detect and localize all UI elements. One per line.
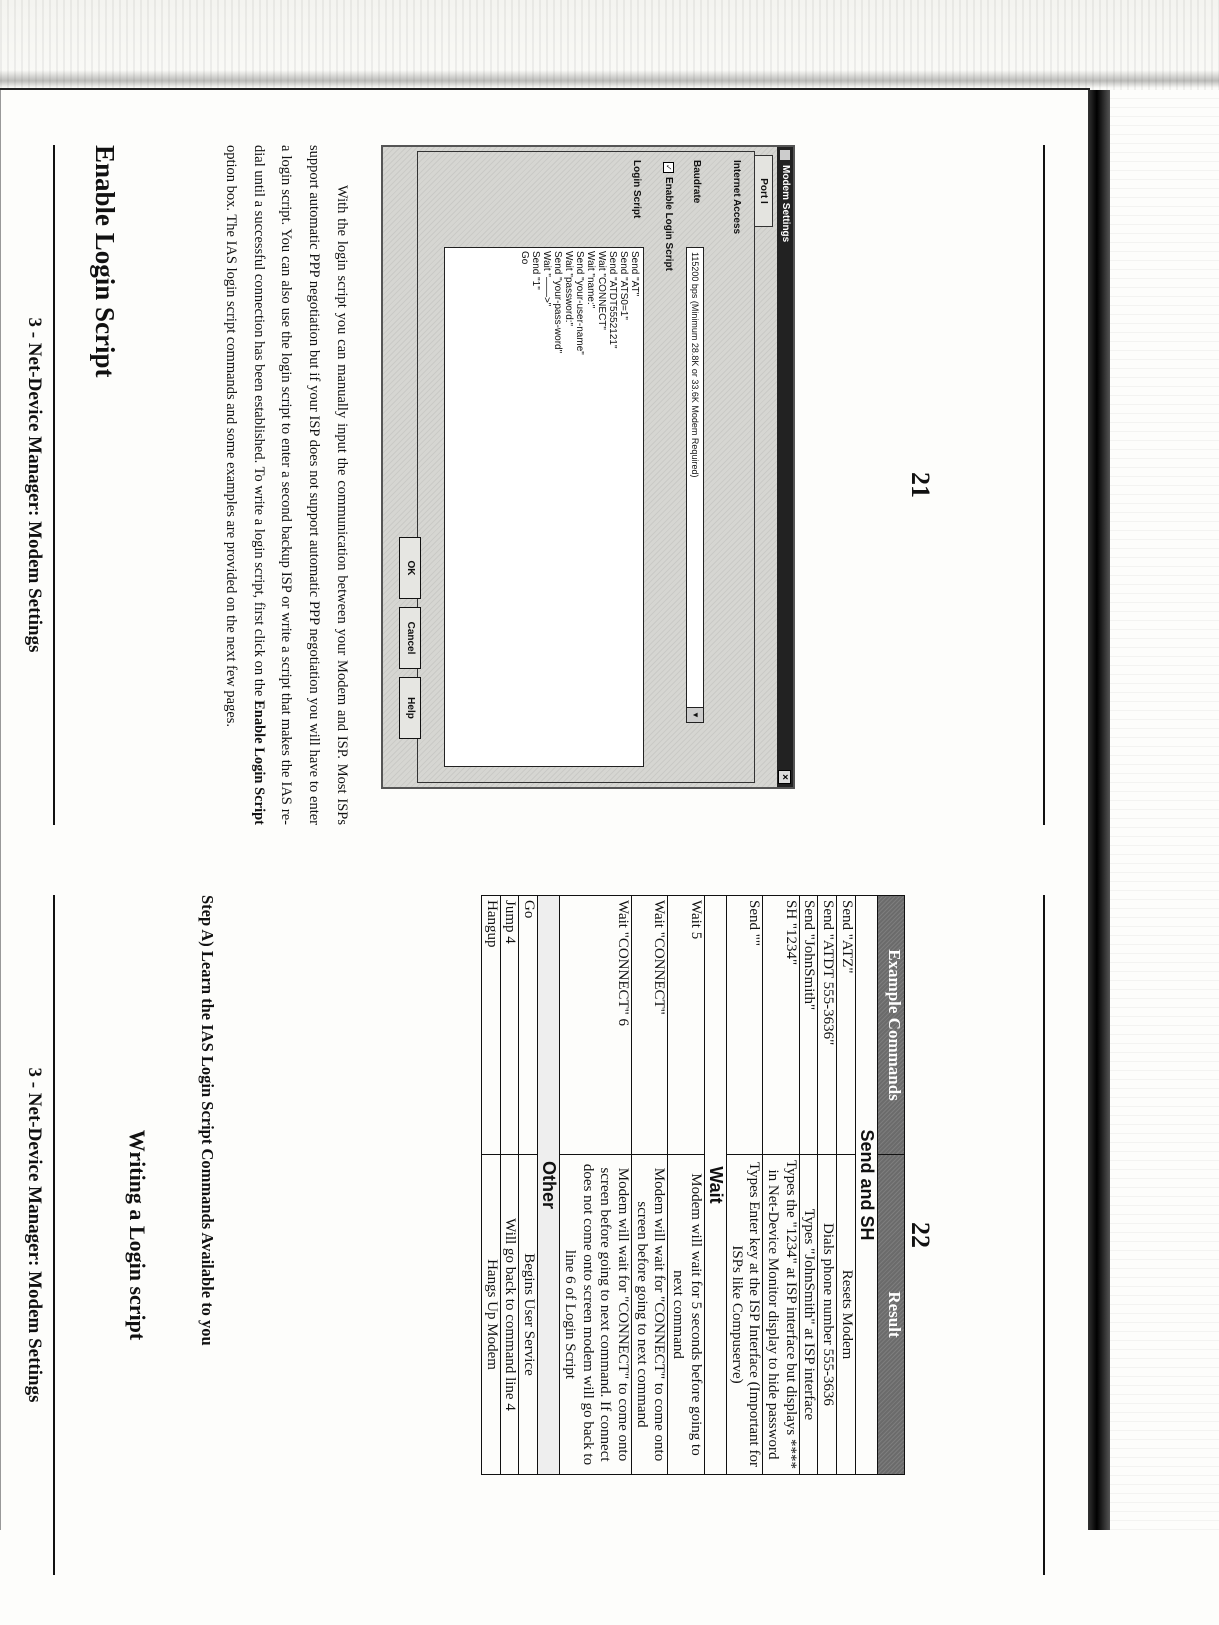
footer-rule (1043, 145, 1045, 825)
ok-button[interactable]: OK (399, 537, 421, 599)
command-cell: Send "ATZ" (837, 896, 856, 1155)
group-label: Wait (704, 896, 726, 1475)
column-header-commands: Example Commands (878, 896, 905, 1155)
script-line: Wait "CONNECT" (596, 251, 607, 330)
scan-noise-right (1110, 90, 1219, 1530)
checkbox-box[interactable]: ✓ (663, 162, 674, 173)
page-edge (0, 88, 1090, 90)
result-cell: Types the "1234" at ISP interface but displays **** in Net-Device Monitor display to hide password (763, 1155, 799, 1475)
result-cell: Modem will wait for "CONNECT" to come onto screen before going to next command. If connect does not come onto screen modem will go back to line 6 of Login Script (560, 1155, 632, 1475)
table-row (500, 896, 519, 1475)
right-page (5, 895, 1085, 1575)
command-cell: SH "1234" (763, 896, 799, 1155)
paragraph-part2: option box. The IAS login script commands and some examples are provided on the next few pages. (222, 145, 239, 728)
script-line: Send "your-user-name" (574, 251, 585, 355)
table-row (668, 896, 704, 1475)
left-margin (0, 90, 1, 1530)
group-row (704, 896, 726, 1475)
section-title: Enable Login Script (90, 145, 120, 378)
result-cell: Dials phone number 555-3636 (818, 1155, 837, 1475)
scan-noise-top (0, 0, 1219, 90)
script-line: Send "your-pass-word" (552, 251, 563, 354)
script-line: Go (519, 251, 530, 265)
running-head: 3 - Net-Device Manager: Modem Settings (24, 1067, 45, 1403)
script-line: Send "AT" (629, 251, 640, 297)
body-paragraph (216, 145, 355, 825)
result-cell: Begins User Service (519, 1155, 538, 1475)
result-cell: Resets Modem (837, 1155, 856, 1475)
result-cell: Modem will wait for "CONNECT" to come onto screen before going to next command (631, 1155, 667, 1475)
script-line: Wait "——>" (541, 251, 552, 307)
script-line: Wait "password:" (563, 251, 574, 327)
script-line: Send "1" (530, 251, 541, 290)
table-row (837, 896, 856, 1475)
result-cell: Modem will wait for 5 seconds before going to next command (668, 1155, 704, 1475)
result-cell: Will go back to command line 4 (500, 1155, 519, 1475)
script-line: Send "ATDT5552121" (607, 251, 618, 349)
table-row (763, 896, 799, 1475)
command-cell: Send "ATDT 555-3636" (818, 896, 837, 1155)
result-cell: Types "JohnSmith" at ISP interface (799, 1155, 818, 1475)
header-rule (53, 145, 55, 825)
command-cell: Hangup (481, 896, 500, 1155)
chevron-down-icon[interactable]: ▼ (687, 707, 703, 722)
table-row (560, 896, 632, 1475)
commands-table (481, 895, 905, 1475)
app-icon (780, 150, 790, 160)
result-cell: Types Enter key at the ISP Interface (Important for ISPs like Compuserve) (726, 1155, 762, 1475)
table-row (631, 896, 667, 1475)
page-number: 22 (906, 1222, 935, 1248)
group-label: Send and SH (855, 896, 877, 1475)
command-cell: Wait "CONNECT" 6 (560, 896, 632, 1155)
header-rule (53, 895, 55, 1575)
footer-rule (1043, 895, 1045, 1575)
paragraph-bold: Enable Login Script (250, 700, 267, 825)
enable-login-script-checkbox[interactable] (663, 162, 674, 271)
running-head: 3 - Net-Device Manager: Modem Settings (24, 317, 45, 653)
page-number: 21 (906, 472, 935, 498)
table-row (799, 896, 818, 1475)
command-cell: Send "JohnSmith" (799, 896, 818, 1155)
group-label: Other (537, 896, 559, 1475)
rotated-spread (5, 95, 1085, 1625)
left-page (5, 145, 1085, 825)
command-cell: Wait 5 (668, 896, 704, 1155)
baudrate-label: Baudrate (691, 160, 702, 204)
dialog-titlebar (777, 147, 793, 787)
close-icon[interactable]: × (778, 770, 791, 784)
book-binding-shadow (1088, 90, 1110, 1530)
tab-port[interactable]: Port I (754, 155, 773, 227)
table-header-row (878, 896, 905, 1475)
table-row (481, 896, 500, 1475)
column-header-result: Result (878, 1155, 905, 1475)
script-line: Send "ATS0=1" (618, 251, 629, 320)
result-cell: Hangs Up Modem (481, 1155, 500, 1475)
command-cell: Wait "CONNECT" (631, 896, 667, 1155)
help-button[interactable]: Help (399, 677, 421, 739)
command-cell: Jump 4 (500, 896, 519, 1155)
enable-login-script-label: Enable Login Script (662, 177, 674, 271)
login-script-label: Login Script (631, 160, 642, 219)
table-row (818, 896, 837, 1475)
baudrate-value: 115200 bps (Minimum 28.8K or 33.6K Modem Required) (690, 252, 700, 478)
paragraph-part1: With the login script you can manually input the communication between your Modem and ISP. Most ISPs support automatic PPP negotiation but if your ISP does not support automatic PPP negotiation you will have to enter a login script. You can also use the login script to enter a second backup ISP or write a script that makes the IAS re-dial until a successful connection has been established. To write a login script, first click on the (250, 145, 350, 825)
internet-access-label: Internet Access (731, 160, 742, 235)
table-row (726, 896, 762, 1475)
section-title: Writing a Login script (125, 1129, 150, 1341)
group-row (855, 896, 877, 1475)
baudrate-select[interactable] (686, 247, 704, 723)
modem-settings-dialog (381, 145, 795, 789)
dialog-panel (417, 151, 755, 783)
script-line: Wait "name:" (585, 251, 596, 309)
dialog-title: Modem Settings (780, 165, 791, 243)
table-row (519, 896, 538, 1475)
cancel-button[interactable]: Cancel (399, 607, 421, 669)
login-script-textarea[interactable] (444, 247, 644, 767)
command-cell: Send "" (726, 896, 762, 1155)
step-instruction: Step A) Learn the IAS Login Script Commands Available to you (198, 895, 217, 1346)
group-row (537, 896, 559, 1475)
command-cell: Go (519, 896, 538, 1155)
